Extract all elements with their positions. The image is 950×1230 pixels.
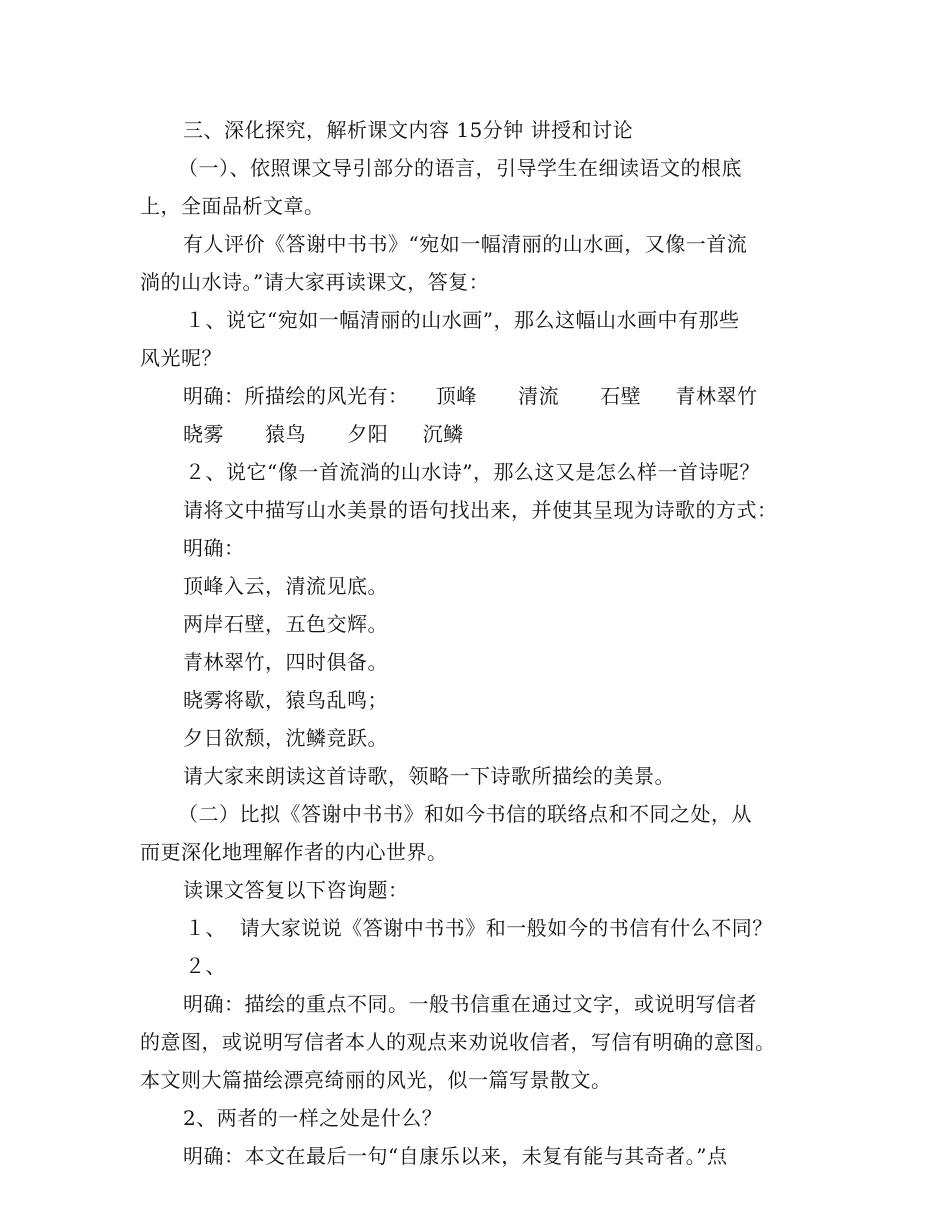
paragraph-line: 明确：本文在最后一句“自康乐以来，未复有能与其奇者。”点 <box>183 1144 728 1168</box>
paragraph-line: 的意图，或说明写信者本人的观点来劝说收信者，写信有明确的意图。 <box>140 1030 776 1054</box>
paragraph-line: （二）比拟《答谢中书书》和如今书信的联络点和不同之处，从 <box>178 802 752 826</box>
paragraph-line: １、说它“宛如一幅清丽的山水画”，那么这幅山水画中有那些 <box>185 308 740 332</box>
poem-line: 青林翠竹，四时俱备。 <box>183 650 388 674</box>
paragraph-line: 2、两者的一样之处是什么？ <box>183 1106 443 1130</box>
paragraph-line: 请将文中描写山水美景的语句找出来，并使其呈现为诗歌的方式： <box>183 498 778 522</box>
paragraph-line: 风光呢？ <box>140 346 222 370</box>
section-heading: 三、深化探究，解析课文内容 15分钟 讲授和讨论 <box>183 118 634 142</box>
poem-line: 顶峰入云，清流见底。 <box>183 574 388 598</box>
paragraph-line: 明确：所描绘的风光有： 顶峰 清流 石壁 青林翠竹 <box>183 384 758 408</box>
poem-line: 夕日欲颓，沈鳞竞跃。 <box>183 726 388 750</box>
paragraph-line: 请大家来朗读这首诗歌，领略一下诗歌所描绘的美景。 <box>183 764 675 788</box>
paragraph-line: 有人评价《答谢中书书》“宛如一幅清丽的山水画，又像一首流 <box>183 232 748 256</box>
paragraph-line: ２、说它“像一首流淌的山水诗”，那么这又是怎么样一首诗呢？ <box>185 460 760 484</box>
poem-line: 两岸石壁，五色交辉。 <box>183 612 388 636</box>
paragraph-line: 而更深化地理解作者的内心世界。 <box>140 840 448 864</box>
paragraph-line: 明确：描绘的重点不同。一般书信重在通过文字，或说明写信者 <box>183 992 757 1016</box>
paragraph-line: 晓雾 猿鸟 夕阳 沉鳞 <box>183 422 464 446</box>
paragraph-line: １、 请大家说说《答谢中书书》和一般如今的书信有什么不同？ <box>185 916 773 940</box>
paragraph-line: 明确： <box>183 536 245 560</box>
paragraph-line: 本文则大篇描绘漂亮绮丽的风光，似一篇写景散文。 <box>140 1068 612 1092</box>
paragraph-line: 上，全面品析文章。 <box>140 194 325 218</box>
poem-line: 晓雾将歇，猿鸟乱鸣； <box>183 688 388 712</box>
paragraph-line: ２、 <box>185 954 226 978</box>
paragraph-line: （一）、依照课文导引部分的语言，引导学生在细读语文的根底 <box>178 156 742 180</box>
paragraph-line: 读课文答复以下咨询题： <box>183 878 409 902</box>
paragraph-line: 淌的山水诗。”请大家再读课文，答复： <box>140 270 490 294</box>
